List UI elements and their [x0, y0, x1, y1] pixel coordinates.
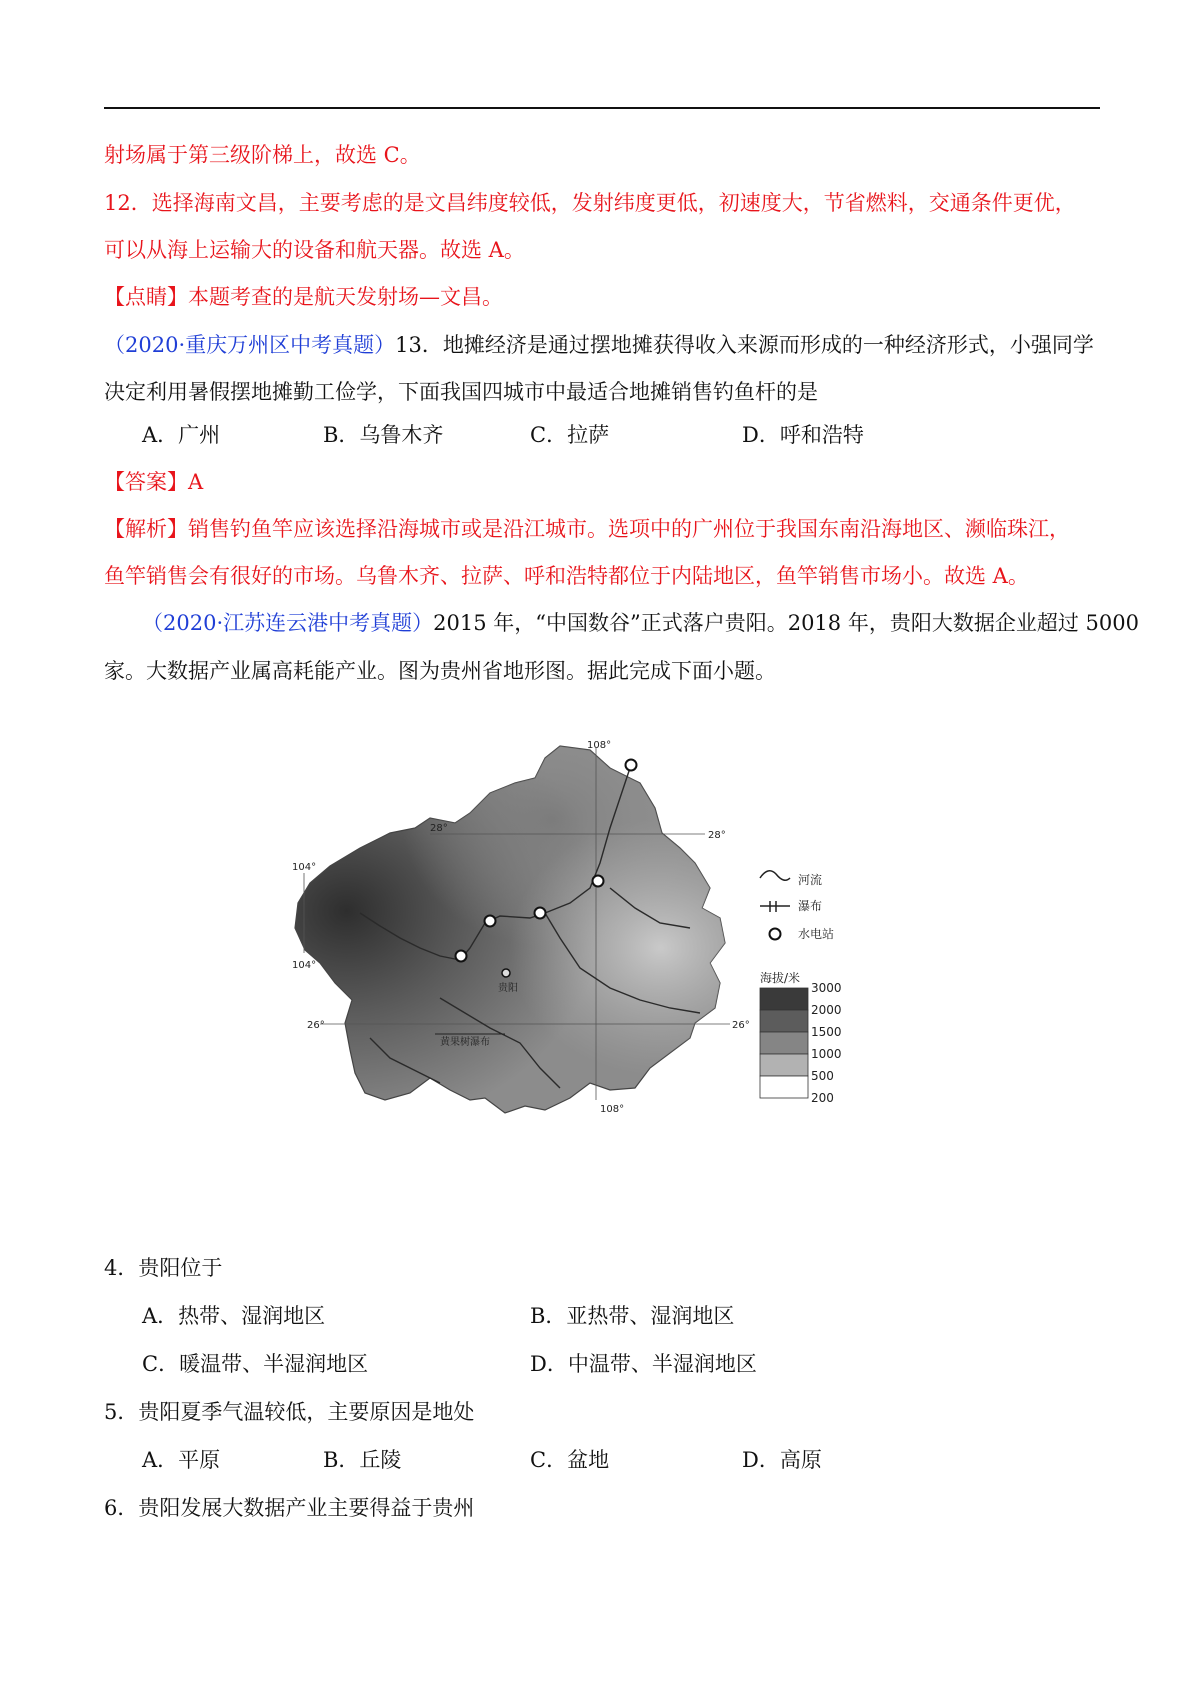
q13-option-a: A．广州 — [142, 423, 221, 447]
elevation-value: 500 — [811, 1069, 834, 1083]
lat-label-26-left: 26° — [307, 1020, 325, 1031]
q5-stem: 5．贵阳夏季气温较低，主要原因是地处 — [104, 1400, 475, 1424]
guizhou-terrain-map — [290, 738, 930, 1218]
lon-label-108-bottom: 108° — [600, 1104, 625, 1115]
intro-line1 — [142, 608, 1139, 638]
elevation-swatch — [760, 988, 808, 1010]
terrain-map-svg — [290, 738, 930, 1218]
q6-stem: 6．贵阳发展大数据产业主要得益于贵州 — [104, 1496, 475, 1520]
lat-label-28-right: 28° — [708, 830, 726, 841]
station-legend-icon — [770, 929, 781, 940]
elevation-value: 200 — [811, 1091, 834, 1105]
q12-explanation-line1: 12．选择海南文昌，主要考虑的是文昌纬度较低，发射纬度更低，初速度大，节省燃料，交通条件更优， — [104, 191, 1076, 215]
prev-answer-line: 射场属于第三级阶梯上，故选 C。 — [104, 143, 421, 167]
guiyang-marker — [502, 969, 510, 977]
elevation-swatch — [760, 1076, 808, 1098]
elevation-value: 1500 — [811, 1025, 842, 1039]
hydro-station-icon — [456, 951, 467, 962]
legend-river-label: 河流 — [798, 873, 823, 887]
legend-elevation-title: 海拔/米 — [760, 971, 801, 985]
q13-option-d: D．呼和浩特 — [742, 423, 864, 447]
q13-option-c: C．拉萨 — [530, 423, 610, 447]
q13-analysis-line1: 【解析】销售钓鱼竿应该选择沿海城市或是沿江城市。选项中的广州位于我国东南沿海地区、濒临珠江， — [104, 517, 1070, 541]
q13-source: （2020·重庆万州区中考真题） — [104, 333, 396, 357]
q4-option-d: D．中温带、半湿润地区 — [530, 1352, 757, 1376]
legend-waterfall-label: 瀑布 — [798, 899, 823, 913]
q13-option-b: B．乌鲁木齐 — [323, 423, 444, 447]
river-legend-icon — [760, 871, 790, 880]
q4-option-a: A．热带、湿润地区 — [142, 1304, 326, 1328]
elevation-swatch — [760, 1010, 808, 1032]
q13-answer: 【答案】A — [104, 470, 204, 494]
hydro-station-icon — [485, 916, 496, 927]
intro-text1: 2015 年，“中国数谷”正式落户贵阳。2018 年，贵阳大数据企业超过 5000 — [433, 611, 1139, 635]
q13-text1: 13．地摊经济是通过摆地摊获得收入来源而形成的一种经济形式，小强同学 — [395, 333, 1094, 357]
map-legend — [760, 871, 842, 1105]
lon-label-104-bottom: 104° — [292, 960, 317, 971]
q5-option-a: A．平原 — [142, 1448, 221, 1472]
waterfall-label: 黄果树瀑布 — [440, 1037, 490, 1048]
dianjing-note: 【点睛】本题考查的是航天发射场—文昌。 — [104, 285, 503, 309]
q12-explanation-line2: 可以从海上运输大的设备和航天器。故选 A。 — [104, 238, 525, 262]
guiyang-label: 贵阳 — [498, 983, 518, 994]
q13-analysis-line2: 鱼竿销售会有很好的市场。乌鲁木齐、拉萨、呼和浩特都位于内陆地区，鱼竿销售市场小。故选 A。 — [104, 564, 1029, 588]
header-rule — [104, 107, 1100, 109]
hydro-station-icon — [626, 760, 637, 771]
q4-option-b: B．亚热带、湿润地区 — [530, 1304, 735, 1328]
q13-stem-line1 — [104, 330, 1094, 360]
elevation-swatch — [760, 1054, 808, 1076]
lat-label-28-left: 28° — [430, 823, 448, 834]
intro-line2: 家。大数据产业属高耗能产业。图为贵州省地形图。据此完成下面小题。 — [104, 659, 776, 683]
hydro-station-icon — [593, 876, 604, 887]
q4-stem: 4．贵阳位于 — [104, 1256, 223, 1280]
q5-option-d: D．高原 — [742, 1448, 822, 1472]
q4-option-c: C．暖温带、半湿润地区 — [142, 1352, 369, 1376]
lat-label-26-right: 26° — [732, 1020, 750, 1031]
elevation-swatch — [760, 1032, 808, 1054]
lon-label-108-top: 108° — [587, 740, 612, 751]
elevation-value: 2000 — [811, 1003, 842, 1017]
intro-source: （2020·江苏连云港中考真题） — [142, 611, 434, 635]
hydro-station-icon — [535, 908, 546, 919]
lon-label-104-top: 104° — [292, 862, 317, 873]
q13-stem-line2: 决定利用暑假摆地摊勤工俭学，下面我国四城市中最适合地摊销售钓鱼杆的是 — [104, 380, 818, 404]
legend-station-label: 水电站 — [798, 927, 835, 941]
q5-option-b: B．丘陵 — [323, 1448, 402, 1472]
elevation-value: 1000 — [811, 1047, 842, 1061]
elevation-value: 3000 — [811, 981, 842, 995]
q5-option-c: C．盆地 — [530, 1448, 610, 1472]
